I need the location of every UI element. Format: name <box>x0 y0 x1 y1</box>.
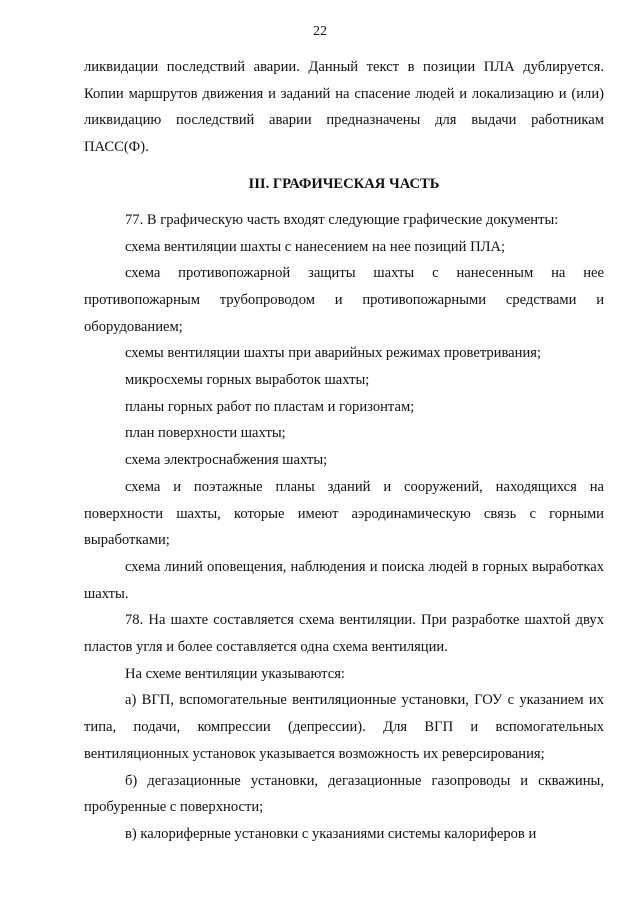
list-item-a: а) ВГП, вспомогательные вентиляционные установки, ГОУ с указанием их типа, подачи, компрессии (депрессии). Для ВГП и вспомогательных вентиляционных установок указывается возможность их реверсирования; <box>84 692 604 762</box>
list-item-v: в) калориферные установки с указаниями системы калориферов и <box>125 825 537 842</box>
list-item-ventilation-scheme: схема вентиляции шахты с нанесением на нее позиций ПЛА; <box>125 238 506 255</box>
paragraph-77: 77. В графическую часть входят следующие графические документы: <box>125 211 559 228</box>
list-item-mining-plans: планы горных работ по пластам и горизонтам; <box>125 398 415 415</box>
list-item-fire-protection-scheme: схема противопожарной защиты шахты с нанесенным на нее противопожарным трубопроводом и противопожарными средствами и оборудованием; <box>84 265 604 335</box>
paragraph-continuation: ликвидации последствий аварии. Данный текст в позиции ПЛА дублируется. Копии маршрутов движения и заданий на спасение людей и локализацию и (или) ликвидацию последствий аварии предназначены для выдачи работникам ПАСС(Ф). <box>84 59 604 156</box>
list-item-surface-plan: план поверхности шахты; <box>125 425 286 442</box>
list-item-microschemes: микросхемы горных выработок шахты; <box>125 372 370 389</box>
paragraph-scheme-intro: На схеме вентиляции указываются: <box>125 665 345 682</box>
list-item-power-supply: схема электроснабжения шахты; <box>125 452 328 469</box>
paragraph-78: 78. На шахте составляется схема вентиляции. При разработке шахтой двух пластов угля и более составляется одна схема вентиляции. <box>84 612 604 656</box>
document-body <box>84 54 604 848</box>
section-title: III. ГРАФИЧЕСКАЯ ЧАСТЬ <box>248 175 440 192</box>
list-item-alert-lines: схема линий оповещения, наблюдения и поиска людей в горных выработках шахты. <box>84 558 604 602</box>
page-number: 22 <box>313 24 327 39</box>
list-item-building-plans: схема и поэтажные планы зданий и сооружений, находящихся на поверхности шахты, которые имеют аэродинамическую связь с горными выработками; <box>84 478 604 549</box>
list-item-emergency-ventilation: схемы вентиляции шахты при аварийных режимах проветривания; <box>125 345 542 362</box>
list-item-b: б) дегазационные установки, дегазационные газопроводы и скважины, пробуренные с поверхности; <box>84 772 604 816</box>
